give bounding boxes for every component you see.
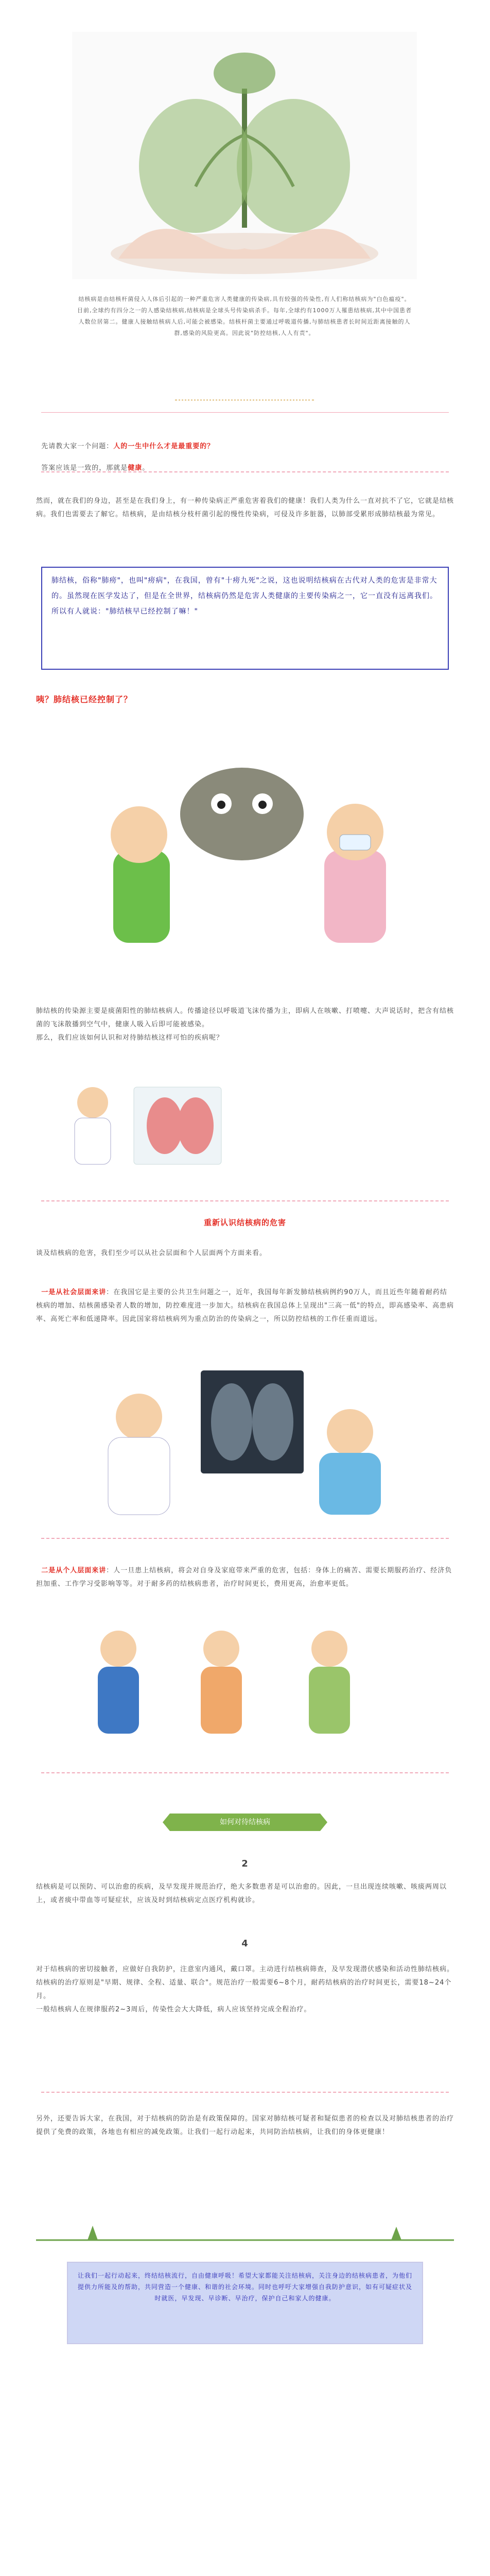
quote-box [41, 567, 449, 670]
intro-divider [41, 471, 449, 472]
hero-image [72, 32, 417, 279]
divider-dots [175, 399, 314, 401]
paragraph-7: 对于结核病的密切接触者，应做好自我防护，注意室内通风，戴口罩。主动进行结核病筛查，及早发现潜伏感染和活动性肺结核病。 结核病的治疗原则是"早期、规律、全程、适量、联合"。规范治疗一般需要6~8个月，耐药结核病的治疗时间更长，需要18~24个月。 一般结核病人在规律服药2~3周后，传染性会大大降低，病人应该坚持完成全程治疗。 [36, 1965, 454, 2013]
paragraph-6: 结核病是可以预防、可以治愈的疾病，及早发现并规范治疗，绝大多数患者是可以治愈的。因此，一旦出现连续咳嗽、咳痰两周以上，或者痰中带血等可疑症状，应该及时到结核病定点医疗机构就诊。 [36, 1883, 447, 1904]
intro-question: 先请教大家一个问题：人的一生中什么才是最重要的？ [41, 443, 215, 450]
paragraph-1: 然而，就在我们的身边，甚至是在我们身上，有一种传染病正严重危害着我们的健康！我们人类为什么一直对抗不了它，它就是结核病。我们也需要去了解它。结核病，是由结核分枝杆菌引起的慢性传染病，可侵及许多脏器，以肺部受累形成肺结核最为常见。 [36, 497, 454, 518]
divider-4 [41, 2092, 449, 2093]
section-divider [41, 1200, 449, 1201]
number-4: 4 [241, 1938, 249, 1949]
germ-illustration [36, 721, 454, 989]
paragraph-4: 一是从社会层面来讲：在我国它是主要的公共卫生问题之一，近年，我国每年新发肺结核病例约90万人，而且近些年随着耐药结核病的增加、结核菌感染者人数的增加，防控难度进一步加大。结核病在我国总体上呈现出"三高一低"的特点，即高感染率、高患病率、高死亡率和低递降率。因此国家将结核病列为重点防治的传染病之一，所以防控结核的工作任重而道远。 [36, 1289, 454, 1323]
doctor-icon [62, 1077, 226, 1170]
paragraph-5: 二是从个人层面来讲：人一旦患上结核病，将会对自身及家庭带来严重的危害，包括：身体上的痛苦、需要长期服药治疗、经济负担加重、工作学习受影响等等。对于耐多药的结核病患者，治疗时间更长，费用更高，治愈率更低。 [36, 1567, 452, 1588]
section-banner: 如何对待结核病 [170, 1814, 320, 1831]
grass-decoration [36, 2221, 454, 2241]
section-title: 重新认识结核病的危害 [203, 1218, 286, 1227]
footer-box [67, 2262, 423, 2344]
section-question: 咦？肺结核已经控制了？ [36, 694, 133, 704]
coughing-people [62, 1613, 432, 1747]
xray-cartoon [62, 1360, 422, 1525]
number-2: 2 [241, 1858, 249, 1869]
paragraph-8: 另外，还要告诉大家，在我国，对于结核病的防治是有政策保障的。国家对肺结核可疑者和疑似患者的检查以及对肺结核患者的治疗提供了免费的政策，各地也有相应的减免政策。让我们一起行动起来，共同防治结核病，让我们的身体更健康！ [36, 2115, 454, 2136]
intro-answer: 答案应该是一致的，那就是健康。 [41, 464, 150, 472]
divider-3 [41, 1772, 449, 1773]
quote-text: 肺结核，俗称"肺痨"，也叫"痨病"，在我国，曾有"十痨九死"之说，这也说明结核病在古代对人类的危害是非常大的。虽然现在医学发达了，但是在全世界，结核病仍然是危害人类健康的主要传染病之一，它一直没有远离我们。 所以有人就说："肺结核早已经控制了嘛！" [51, 577, 437, 616]
germ-cartoon [36, 721, 454, 989]
paragraph-2: 肺结核的传染源主要是痰菌阳性的肺结核病人。传播途径以呼吸道飞沫传播为主，即病人在咳嗽、打喷嚏、大声说话时，把含有结核菌的飞沫散播到空气中，健康人吸入后即可能被感染。 那么，我们应该如何认识和对待肺结核这样可怕的疾病呢？ [36, 1007, 454, 1042]
divider-2 [41, 1538, 449, 1539]
doctor-lung-illustration [62, 1077, 226, 1170]
xray-consultation-illustration [62, 1360, 422, 1525]
footer-text: 让我们一起行动起来，终结结核流行，自由健康呼吸！希望大家都能关注结核病，关注身边的结核病患者，为他们提供力所能及的帮助，共同营造一个健康、和谐的社会环境。同时也呼吁大家增强自我防护意识，如有可疑症状及时就医，早发现、早诊断、早治疗，保护自己和家人的健康。 [77, 2272, 412, 2302]
hero-caption: 结核病是由结核杆菌侵入人体后引起的一种严重危害人类健康的传染病,具有较强的传染性,有人们称结核病为"白色瘟疫"。目前,全球约有四分之一的人感染结核病,结核病是全球头号传染病杀手。每年,全球约有1000万人罹患结核病,其中中国患者人数位居第二。健康人接触结核病人后,可能会被感染。结核杆菌主要通过呼吸道传播,与肺结核患者长时间近距离接触的人群,感染的风险更高。因此说"防控结核,人人有责"。 [77, 296, 412, 336]
lungs-tree-illustration [72, 32, 417, 279]
divider-line [41, 412, 449, 413]
grass-icon [36, 2221, 454, 2241]
paragraph-3: 谈及结核病的危害，我们至少可以从社会层面和个人层面两个方面来看。 [36, 1249, 267, 1257]
cough-illustration [62, 1613, 432, 1747]
